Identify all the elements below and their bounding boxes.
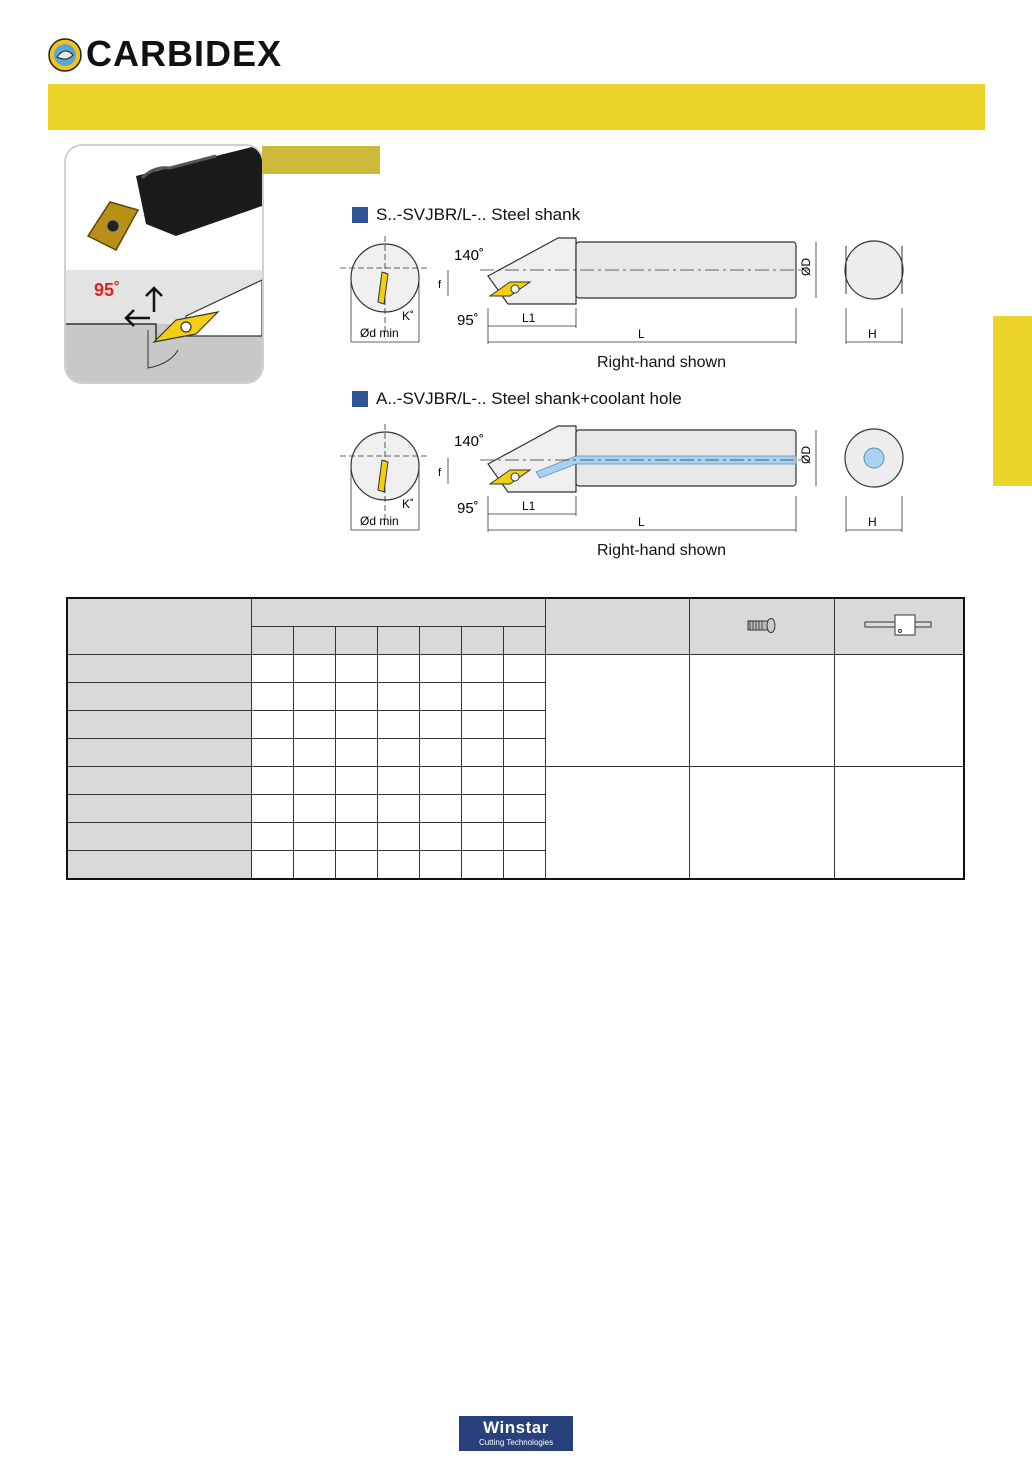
label-k: K˚ bbox=[402, 309, 414, 323]
table-row bbox=[67, 767, 964, 795]
table-header-row bbox=[67, 598, 964, 627]
label-h: H bbox=[868, 327, 877, 341]
product-photo-card bbox=[66, 146, 262, 382]
label-angle-95: 95˚ bbox=[457, 500, 479, 517]
header-insert bbox=[546, 598, 690, 655]
tool-photo-illustration bbox=[66, 146, 262, 382]
side-tab bbox=[993, 316, 1032, 486]
header-key bbox=[835, 598, 964, 655]
caption-steel-shank: Right-hand shown bbox=[597, 354, 726, 371]
insert-cell bbox=[546, 767, 690, 880]
row-designation bbox=[67, 767, 251, 795]
screw-cell bbox=[690, 767, 835, 880]
row-designation bbox=[67, 683, 251, 711]
legend-square-icon bbox=[352, 391, 368, 407]
row-designation bbox=[67, 823, 251, 851]
insert-cell bbox=[546, 655, 690, 767]
label-od: ØD bbox=[799, 446, 813, 464]
footer-logo bbox=[459, 1416, 573, 1451]
row-designation bbox=[67, 655, 251, 683]
label-f: f bbox=[438, 467, 442, 479]
label-l: L bbox=[638, 327, 645, 341]
label-angle-140: 140˚ bbox=[454, 433, 485, 450]
approach-angle-label: 95˚ bbox=[94, 280, 121, 300]
legend-square-icon bbox=[352, 207, 368, 223]
label-l: L bbox=[638, 515, 645, 529]
table-row bbox=[67, 655, 964, 683]
dim-col bbox=[461, 627, 503, 655]
spec-table bbox=[66, 597, 965, 880]
key-cell bbox=[835, 767, 964, 880]
row-designation bbox=[67, 795, 251, 823]
dim-col bbox=[419, 627, 461, 655]
brand-logo-icon bbox=[48, 38, 82, 72]
header-dimensions bbox=[251, 598, 545, 627]
diagram-steel-shank bbox=[340, 232, 920, 352]
footer-brand: Winstar bbox=[483, 1418, 549, 1437]
dim-col bbox=[377, 627, 419, 655]
key-icon bbox=[863, 612, 935, 638]
dim-col bbox=[503, 627, 545, 655]
dim-col bbox=[293, 627, 335, 655]
label-l1: L1 bbox=[522, 499, 536, 513]
photo-tab bbox=[262, 146, 380, 174]
dim-col bbox=[251, 627, 293, 655]
label-f: f bbox=[438, 279, 442, 291]
label-od: ØD bbox=[799, 258, 813, 276]
screw-icon bbox=[742, 615, 782, 635]
label-h: H bbox=[868, 515, 877, 529]
key-cell bbox=[835, 655, 964, 767]
row-designation bbox=[67, 711, 251, 739]
legend-coolant-hole bbox=[352, 389, 682, 409]
label-angle-95: 95˚ bbox=[457, 312, 479, 329]
row-designation bbox=[67, 739, 251, 767]
legend-steel-shank-text: S..-SVJBR/L-.. Steel shank bbox=[376, 205, 581, 224]
label-l1: L1 bbox=[522, 311, 536, 325]
caption-coolant-shank: Right-hand shown bbox=[597, 542, 726, 559]
label-k: K˚ bbox=[402, 497, 414, 511]
title-band bbox=[48, 84, 985, 130]
header-designation bbox=[67, 598, 251, 655]
screw-cell bbox=[690, 655, 835, 767]
label-angle-140: 140˚ bbox=[454, 247, 485, 264]
legend-coolant-hole-text: A..-SVJBR/L-.. Steel shank+coolant hole bbox=[376, 389, 682, 408]
dim-col bbox=[335, 627, 377, 655]
brand-name: CARBIDEX bbox=[86, 33, 283, 74]
diagram-coolant-shank bbox=[340, 420, 920, 540]
row-designation bbox=[67, 851, 251, 880]
legend-steel-shank bbox=[352, 205, 580, 225]
header-screw bbox=[690, 598, 835, 655]
label-d-min: Ød min bbox=[360, 326, 399, 340]
footer-tagline: Cutting Technologies bbox=[478, 1438, 554, 1447]
label-d-min: Ød min bbox=[360, 514, 399, 528]
